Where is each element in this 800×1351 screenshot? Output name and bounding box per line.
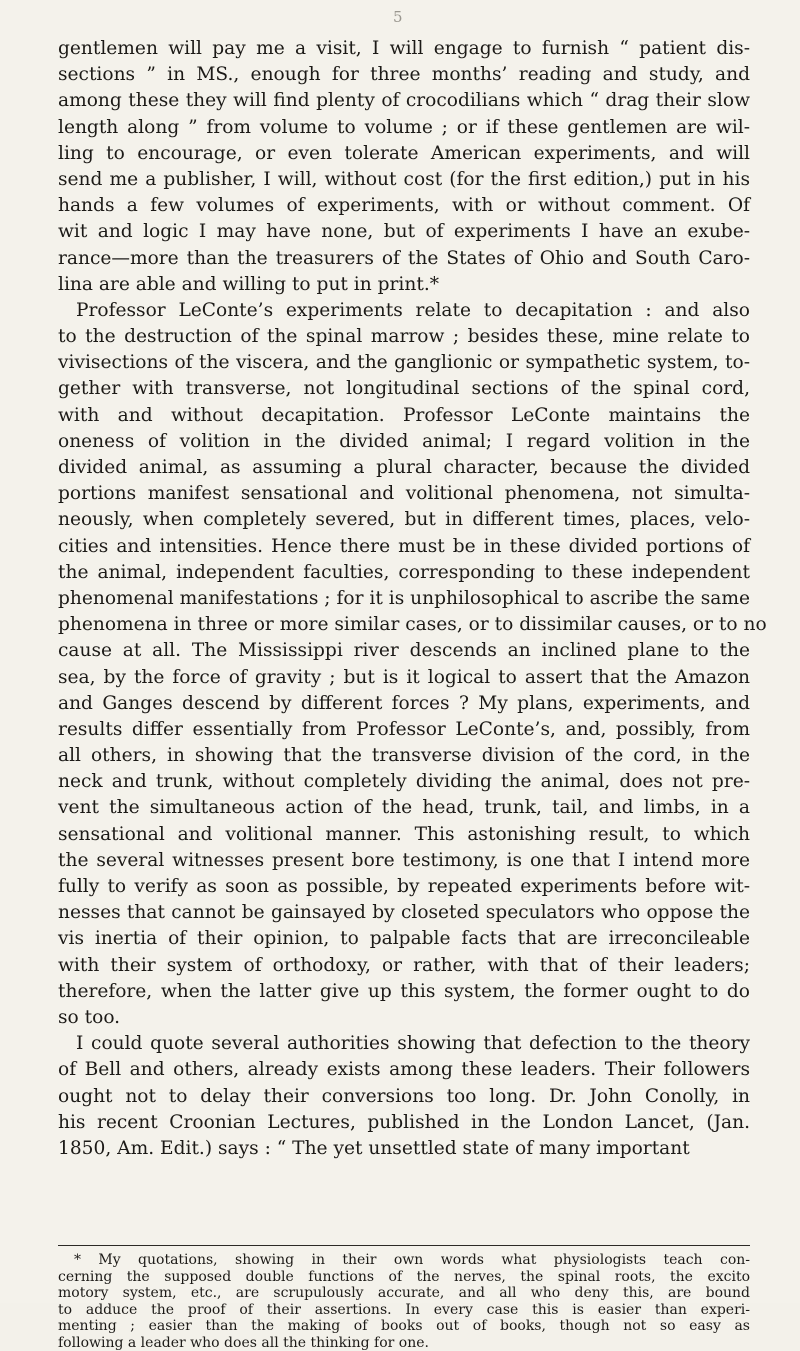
text-line: rance—more than the treasurers of the States of Ohio and South Caro- bbox=[58, 246, 750, 272]
text-line: I could quote several authorities showing that defection to the theory bbox=[58, 1031, 750, 1057]
body-text bbox=[58, 36, 750, 1162]
text-line: hands a few volumes of experiments, with or without comment. Of bbox=[58, 193, 750, 219]
text-line: cities and intensities. Hence there must be in these divided portions of bbox=[58, 534, 750, 560]
text-line: the several witnesses present bore testimony, is one that I intend more bbox=[58, 848, 750, 874]
text-line: therefore, when the latter give up this system, the former ought to do bbox=[58, 979, 750, 1005]
text-line: with and without decapitation. Professor LeConte maintains the bbox=[58, 403, 750, 429]
text-line: with their system of orthodoxy, or rather, with that of their leaders; bbox=[58, 953, 750, 979]
footnote-line: menting ; easier than the making of books out of books, though not so easy as bbox=[58, 1318, 750, 1335]
text-line: neously, when completely severed, but in different times, places, velo- bbox=[58, 507, 750, 533]
text-line: nesses that cannot be gainsayed by closeted speculators who oppose the bbox=[58, 900, 750, 926]
text-line: of Bell and others, already exists among these leaders. Their followers bbox=[58, 1057, 750, 1083]
footnote-line: following a leader who does all the thinking for one. bbox=[58, 1335, 750, 1351]
text-line: ought not to delay their conversions too long. Dr. John Conolly, in bbox=[58, 1084, 750, 1110]
text-line: vivisections of the viscera, and the ganglionic or sympathetic system, to- bbox=[58, 350, 750, 376]
page-number: 5 bbox=[393, 8, 403, 26]
text-line: gentlemen will pay me a visit, I will engage to furnish “ patient dis- bbox=[58, 36, 750, 62]
footnote-line: cerning the supposed double functions of the nerves, the spinal roots, the excito bbox=[58, 1269, 750, 1286]
text-line: gether with transverse, not longitudinal sections of the spinal cord, bbox=[58, 376, 750, 402]
text-line: and Ganges descend by different forces ? My plans, experiments, and bbox=[58, 691, 750, 717]
text-line: wit and logic I may have none, but of experiments I have an exube- bbox=[58, 219, 750, 245]
text-line: the animal, independent faculties, corresponding to these independent bbox=[58, 560, 750, 586]
text-line: sensational and volitional manner. This astonishing result, to which bbox=[58, 822, 750, 848]
text-line: length along ” from volume to volume ; or if these gentlemen are wil- bbox=[58, 115, 750, 141]
text-line: phenomena in three or more similar cases, or to dissimilar causes, or to no bbox=[58, 612, 750, 638]
text-line: among these they will find plenty of crocodilians which “ drag their slow bbox=[58, 88, 750, 114]
text-line: so too. bbox=[58, 1005, 750, 1031]
footnote-line: motory system, etc., are scrupulously accurate, and all who deny this, are bound bbox=[58, 1285, 750, 1302]
text-line: cause at all. The Mississippi river descends an inclined plane to the bbox=[58, 638, 750, 664]
text-line: portions manifest sensational and volitional phenomena, not simulta- bbox=[58, 481, 750, 507]
text-line: vis inertia of their opinion, to palpable facts that are irreconcileable bbox=[58, 926, 750, 952]
text-line: oneness of volition in the divided animal; I regard volition in the bbox=[58, 429, 750, 455]
text-line: send me a publisher, I will, without cost (for the first edition,) put in his bbox=[58, 167, 750, 193]
footnote-line: * My quotations, showing in their own words what physiologists teach con- bbox=[58, 1252, 750, 1269]
text-line: vent the simultaneous action of the head, trunk, tail, and limbs, in a bbox=[58, 795, 750, 821]
footnote-line: to adduce the proof of their assertions. In every case this is easier than experi- bbox=[58, 1302, 750, 1319]
text-line: sections ” in MS., enough for three months’ reading and study, and bbox=[58, 62, 750, 88]
text-line: neck and trunk, without completely dividing the animal, does not pre- bbox=[58, 769, 750, 795]
footnote bbox=[58, 1252, 750, 1351]
text-line: Professor LeConte’s experiments relate to decapitation : and also bbox=[58, 298, 750, 324]
text-line: to the destruction of the spinal marrow ; besides these, mine relate to bbox=[58, 324, 750, 350]
text-line: phenomenal manifestations ; for it is unphilosophical to ascribe the same bbox=[58, 586, 750, 612]
text-line: ling to encourage, or even tolerate American experiments, and will bbox=[58, 141, 750, 167]
text-line: fully to verify as soon as possible, by repeated experiments before wit- bbox=[58, 874, 750, 900]
text-line: lina are able and willing to put in print.* bbox=[58, 272, 750, 298]
text-line: results differ essentially from Professor LeConte’s, and, possibly, from bbox=[58, 717, 750, 743]
text-line: divided animal, as assuming a plural character, because the divided bbox=[58, 455, 750, 481]
text-line: 1850, Am. Edit.) says : “ The yet unsettled state of many important bbox=[58, 1136, 750, 1162]
text-line: sea, by the force of gravity ; but is it logical to assert that the Amazon bbox=[58, 665, 750, 691]
text-line: his recent Croonian Lectures, published in the London Lancet, (Jan. bbox=[58, 1110, 750, 1136]
footnote-rule bbox=[58, 1245, 750, 1246]
text-line: all others, in showing that the transverse division of the cord, in the bbox=[58, 743, 750, 769]
